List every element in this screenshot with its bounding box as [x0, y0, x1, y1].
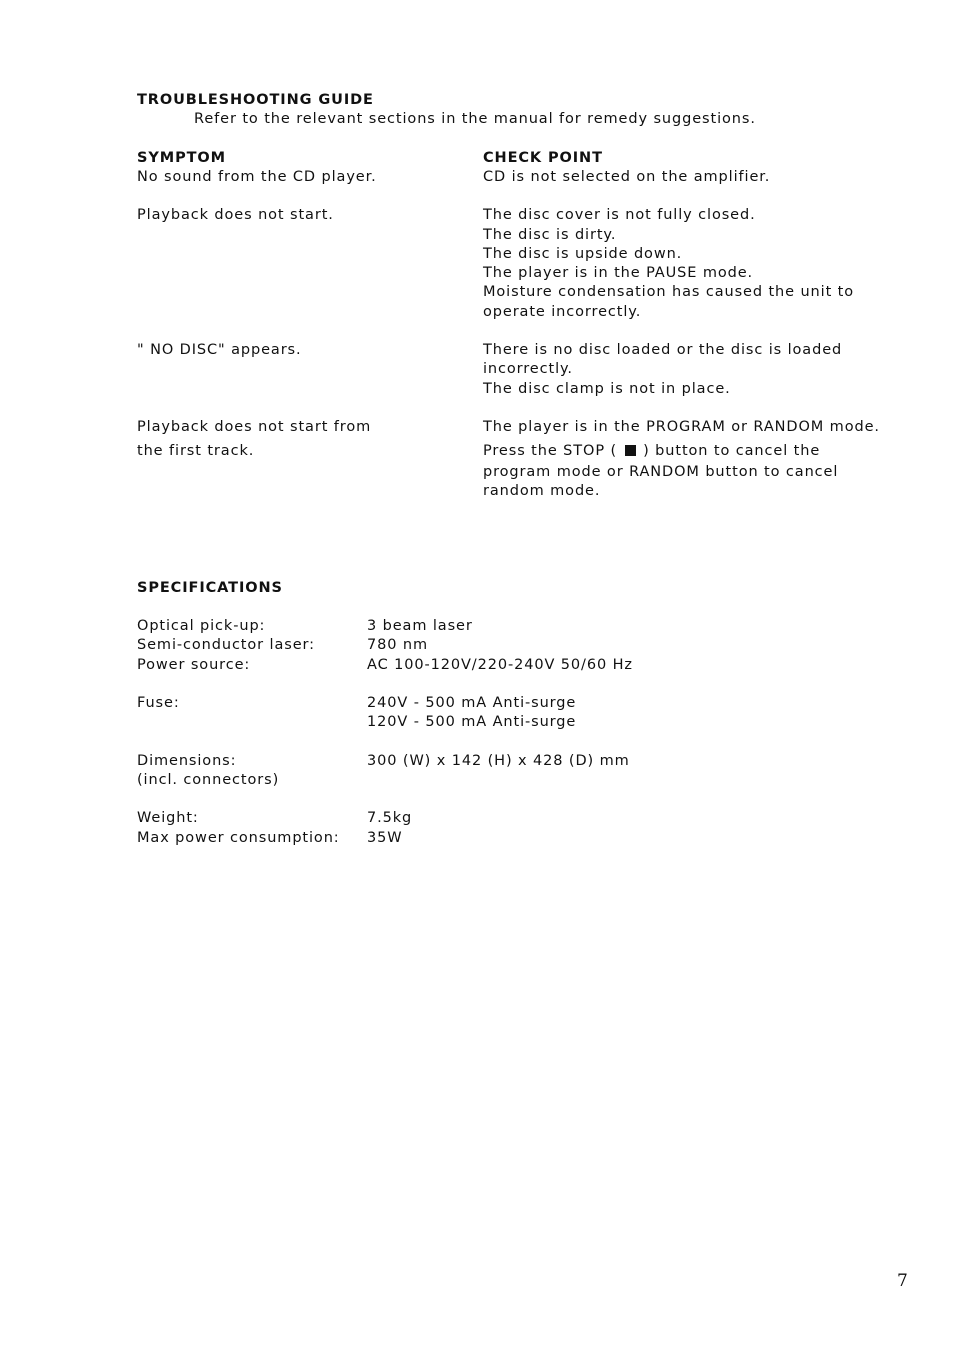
spec-label: (incl. connectors)	[137, 772, 280, 788]
check-point-text: The disc is dirty.	[483, 227, 617, 243]
spec-label: Power source:	[137, 657, 251, 673]
spec-label: Optical pick-up:	[137, 618, 266, 634]
specifications-title: SPECIFICATIONS	[137, 580, 283, 596]
check-point-text: The disc is upside down.	[483, 246, 683, 262]
check-point-text: operate incorrectly.	[483, 304, 642, 320]
check-point-text: There is no disc loaded or the disc is loaded	[483, 342, 843, 358]
spec-value: AC 100-120V/220-240V 50/60 Hz	[367, 657, 633, 673]
spec-label: Semi-conductor laser:	[137, 637, 315, 653]
spec-value: 7.5kg	[367, 810, 413, 826]
symptom-header: SYMPTOM	[137, 150, 226, 166]
check-point-text: CD is not selected on the amplifier.	[483, 169, 771, 185]
spec-value: 240V - 500 mA Anti-surge	[367, 695, 577, 711]
symptom-text: Playback does not start.	[137, 207, 334, 223]
check-point-text-stop	[483, 442, 820, 461]
page-number: 7	[897, 1271, 908, 1291]
symptom-text: " NO DISC" appears.	[137, 342, 302, 358]
spec-label: Weight:	[137, 810, 199, 826]
troubleshooting-title: TROUBLESHOOTING GUIDE	[137, 92, 374, 108]
spec-value: 300 (W) x 142 (H) x 428 (D) mm	[367, 753, 630, 769]
spec-value: 35W	[367, 830, 403, 846]
symptom-text: the first track.	[137, 443, 255, 459]
spec-value: 780 nm	[367, 637, 428, 653]
spec-label: Max power consumption:	[137, 830, 340, 846]
check-point-text: The player is in the PROGRAM or RANDOM mode.	[483, 419, 880, 435]
troubleshooting-intro: Refer to the relevant sections in the manual for remedy suggestions.	[194, 111, 756, 127]
symptom-text: Playback does not start from	[137, 419, 372, 435]
check-point-text: random mode.	[483, 483, 601, 499]
check-point-text: Moisture condensation has caused the unit to	[483, 284, 855, 300]
checkpoint-header: CHECK POINT	[483, 150, 603, 166]
check-point-text: The disc clamp is not in place.	[483, 381, 731, 397]
stop-square-icon	[625, 445, 636, 456]
spec-value: 120V - 500 mA Anti-surge	[367, 714, 577, 730]
check-point-text: incorrectly.	[483, 361, 573, 377]
spec-label: Dimensions:	[137, 753, 237, 769]
spec-label: Fuse:	[137, 695, 180, 711]
check-point-text: ) button to cancel the	[643, 443, 821, 459]
check-point-text: program mode or RANDOM button to cancel	[483, 464, 839, 480]
check-point-text: Press the STOP (	[483, 443, 618, 459]
symptom-text: No sound from the CD player.	[137, 169, 377, 185]
spec-value: 3 beam laser	[367, 618, 473, 634]
check-point-text: The player is in the PAUSE mode.	[483, 265, 754, 281]
check-point-text: The disc cover is not fully closed.	[483, 207, 756, 223]
